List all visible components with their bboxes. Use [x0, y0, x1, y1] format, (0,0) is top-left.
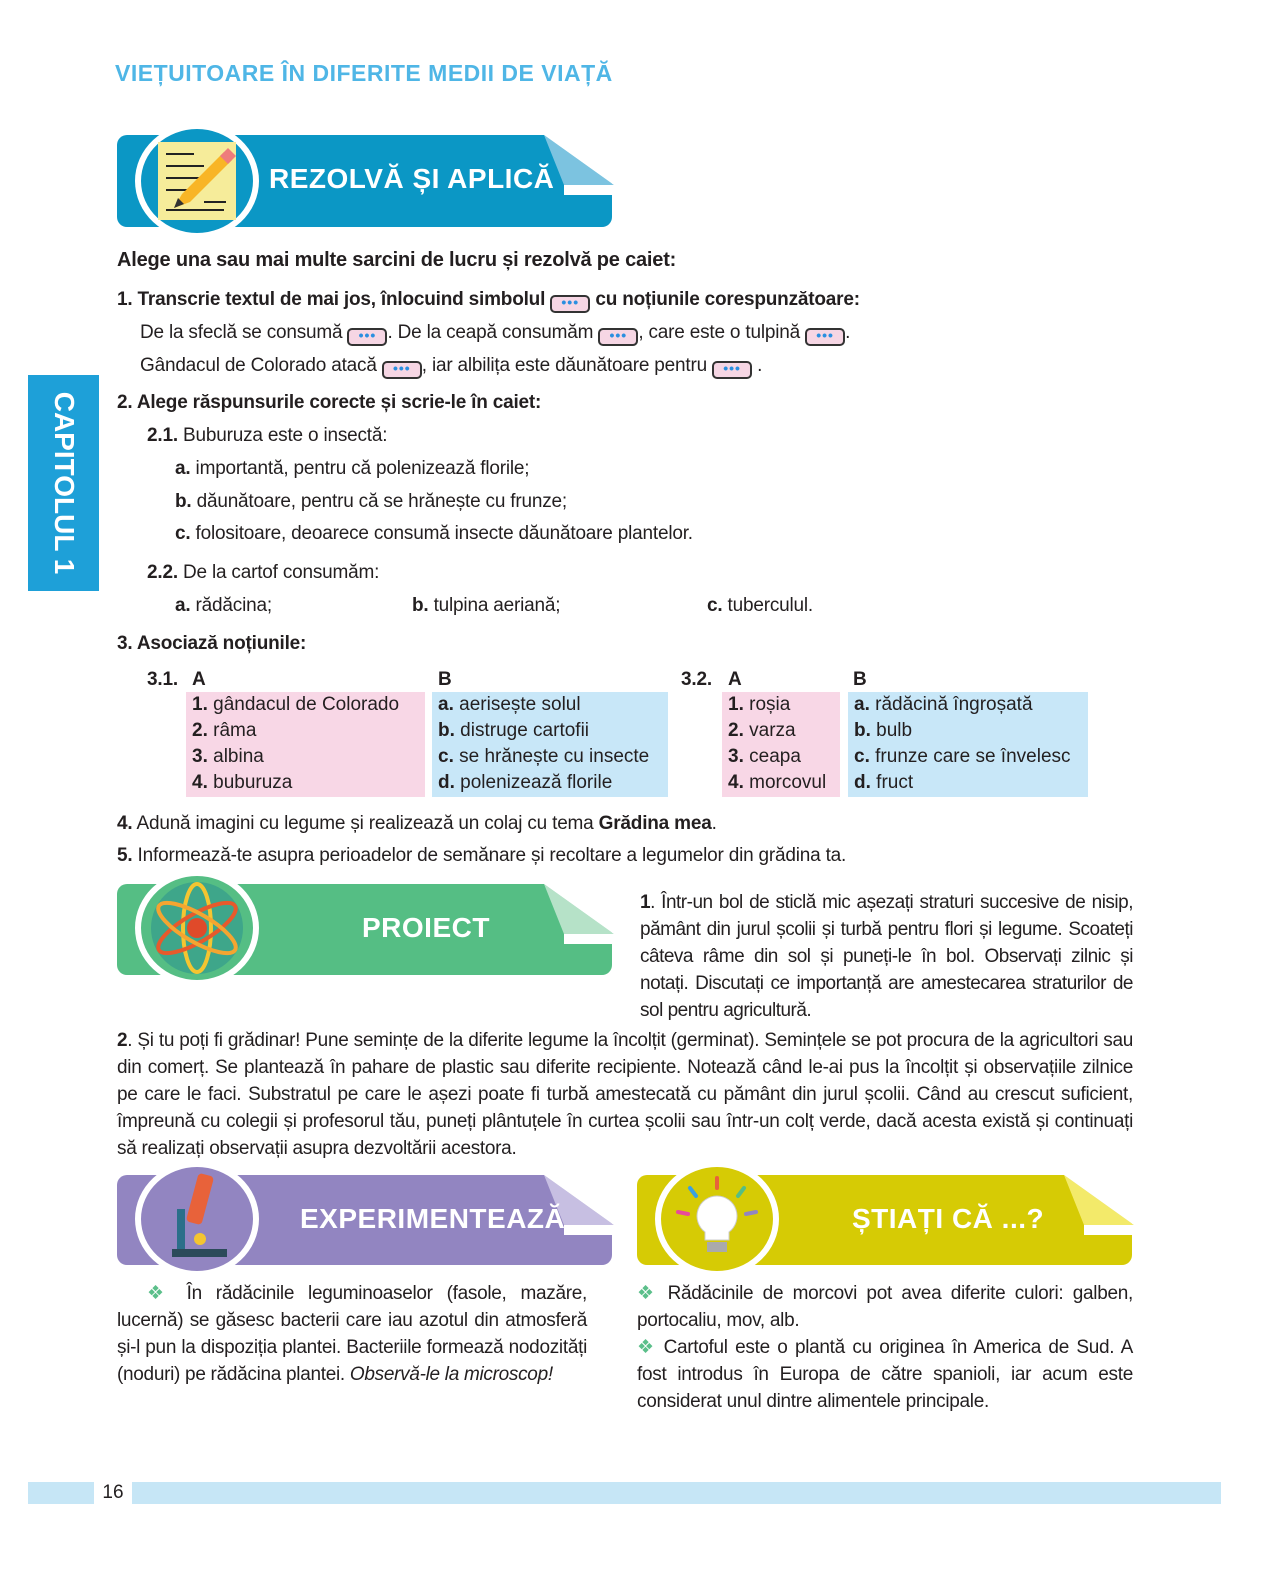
item-num: 3.: [728, 746, 744, 767]
opt-letter: a.: [175, 595, 191, 616]
q-num: 2.1.: [147, 425, 178, 446]
stiati-p2: [637, 1334, 1133, 1415]
q21: [147, 423, 387, 449]
item-text: polenizează florile: [460, 772, 613, 793]
task2-title: 2. Alege răspunsurile corecte și scrie-le în caiet:: [117, 392, 542, 413]
t32-colA: A: [728, 669, 742, 690]
experiment-text: [117, 1280, 587, 1388]
item-num: 4.: [192, 772, 208, 793]
diamond-bullet-icon: ❖: [637, 1283, 659, 1304]
text: Informează-te asupra perioadelor de semănare și recoltare a legumelor din grădina ta.: [137, 845, 847, 866]
item-num: 3.: [192, 746, 208, 767]
option: [175, 521, 693, 547]
item-text: rădăcină îngroșată: [875, 694, 1033, 715]
item-num: d.: [438, 772, 455, 793]
page-header: VIEȚUITOARE ÎN DIFERITE MEDII DE VIAȚĂ: [115, 60, 613, 86]
blank-symbol-icon: •••: [347, 328, 387, 346]
table-row: [848, 718, 912, 744]
item-num: d.: [854, 772, 871, 793]
table-row: [186, 770, 292, 796]
notepad-pencil-icon: [135, 123, 259, 239]
stiati-p1: [637, 1280, 1133, 1334]
stiati-banner: [637, 1175, 1132, 1265]
text: . Și tu poți fi grădinar! Pune semințe de la diferite legume la încolțit (germinat). Semințele se pot procura de la agricultori sau din comerț. Se plantează în pahare de plastic sau diferite recipiente. Notează când le-ai pus la încolțit și observațiile zilnice pe care le faci. Substratul pe care le așezi poate fi turbă amestecată cu pământ din jurul școlii. Când au crescut suficient, împreună cu colegii și profesorul tău, puneți plântuțele în curtea școlii sau într-un colț verde, dacă acesta există și continuați să realizați observații asupra dezvoltării acestora.: [117, 1030, 1133, 1159]
num: 1: [640, 892, 651, 913]
table-row: [848, 770, 913, 796]
blank-symbol-icon: •••: [550, 295, 590, 313]
diamond-bullet-icon: ❖: [147, 1283, 173, 1304]
text: Rădăcinile de morcovi pot avea diferite culori: galben, portocaliu, mov, alb.: [637, 1283, 1133, 1331]
footer-bar: [28, 1482, 1221, 1504]
option: [707, 593, 813, 619]
proiect-task2: [117, 1027, 1133, 1162]
q22: [147, 560, 379, 586]
proiect-task1: [640, 889, 1133, 1024]
lightbulb-icon: [655, 1161, 779, 1277]
table-row: [186, 692, 399, 718]
t31-colA: A: [192, 669, 206, 690]
text: Adună imagini cu legume și realizează un colaj cu tema: [136, 813, 594, 834]
proiect-title: PROIECT: [362, 912, 490, 943]
text: Gândacul de Colorado atacă: [140, 355, 377, 376]
item-text: se hrănește cu insecte: [459, 746, 650, 767]
italic-text: Observă-le la microscop!: [349, 1364, 553, 1385]
option: [412, 593, 560, 619]
option: [175, 456, 529, 482]
opt-letter: c.: [175, 523, 191, 544]
table-row: [186, 744, 264, 770]
table-row: [722, 718, 796, 744]
task5: [117, 843, 846, 869]
item-text: roșia: [749, 694, 791, 715]
q-num: 2.2.: [147, 562, 178, 583]
text: Cartoful este o plantă cu originea în America de Sud. A fost introdus în Europa de către spanioli, iar acum este considerat unul dintre alimentele principale.: [637, 1337, 1134, 1412]
q-text: Buburuza este o insectă:: [183, 425, 388, 446]
table-row: [432, 744, 649, 770]
opt-text: rădăcina;: [195, 595, 272, 616]
blank-symbol-icon: •••: [805, 328, 845, 346]
option: [175, 593, 272, 619]
opt-letter: b.: [412, 595, 429, 616]
item-num: a.: [854, 694, 870, 715]
num: 5.: [117, 845, 133, 866]
rezolva-banner: [117, 135, 612, 227]
page-fold-icon: [544, 884, 614, 944]
text: .: [711, 813, 717, 834]
text: . Într-un bol de sticlă mic așezați straturi succesive de nisip, pământ din jurul școlii și turbă pentru flori și legume. Scoateți câteva râme din sol și puneți-le în bol. Observați zilnic și notați. Discutați ce importanță are amestecarea straturilor de sol pentru agricultură.: [640, 892, 1133, 1021]
table-row: [848, 744, 1071, 770]
item-num: b.: [438, 720, 455, 741]
chapter-tab: [28, 375, 99, 591]
q-text: De la cartof consumăm:: [183, 562, 380, 583]
item-num: c.: [854, 746, 870, 767]
item-text: distruge cartofii: [460, 720, 590, 741]
item-text: morcovul: [749, 772, 827, 793]
opt-text: tulpina aeriană;: [433, 595, 561, 616]
intro-text: Alege una sau mai multe sarcini de lucru și rezolvă pe caiet:: [117, 249, 677, 271]
num: 2: [117, 1030, 128, 1051]
table-row: [722, 744, 801, 770]
task1-title: [117, 287, 860, 313]
text: , care este o tulpină: [638, 322, 800, 343]
blank-symbol-icon: •••: [598, 328, 638, 346]
text: .: [757, 355, 763, 376]
page-fold-icon: [544, 135, 614, 195]
task1-line2: [140, 353, 762, 379]
item-text: albina: [213, 746, 264, 767]
item-text: varza: [749, 720, 796, 741]
table-row: [722, 692, 790, 718]
item-num: c.: [438, 746, 454, 767]
stiati-title: ȘTIAȚI CĂ ...?: [852, 1203, 1045, 1234]
item-num: b.: [854, 720, 871, 741]
opt-text: importantă, pentru că polenizează florile;: [195, 458, 530, 479]
t31-num: 3.1.: [147, 669, 178, 690]
item-num: 2.: [728, 720, 744, 741]
item-text: gândacul de Colorado: [213, 694, 400, 715]
opt-letter: b.: [175, 491, 192, 512]
item-num: 4.: [728, 772, 744, 793]
task3-title: 3. Asociază noțiunile:: [117, 633, 307, 654]
opt-text: dăunătoare, pentru că se hrănește cu frunze;: [196, 491, 567, 512]
item-text: aerisește solul: [459, 694, 581, 715]
item-num: 2.: [192, 720, 208, 741]
chapter-label: CAPITOLUL 1: [48, 391, 80, 575]
page-number: 16: [94, 1478, 132, 1508]
task4: [117, 811, 717, 837]
text: . De la ceapă consumăm: [387, 322, 594, 343]
blank-symbol-icon: •••: [712, 361, 752, 379]
table-row: [848, 692, 1033, 718]
opt-text: tuberculul.: [727, 595, 814, 616]
rezolva-title: REZOLVĂ ȘI APLICĂ: [269, 163, 555, 194]
item-text: bulb: [876, 720, 913, 741]
opt-letter: c.: [707, 595, 723, 616]
item-text: fruct: [876, 772, 914, 793]
task1-title-b: cu noțiunile corespunzătoare:: [595, 289, 860, 310]
item-text: buburuza: [213, 772, 293, 793]
text: În rădăcinile leguminoaselor (fasole, mazăre, lucernă) se găsesc bacterii care iau azotul din atmosferă și-l pun la dispoziția plantei. Bacteriile formează nodozități (noduri) pe rădăcina plantei.: [117, 1283, 587, 1385]
atom-icon: [135, 870, 259, 986]
page-fold-icon: [1064, 1175, 1134, 1235]
proiect-banner: [117, 884, 612, 975]
diamond-bullet-icon: ❖: [637, 1337, 657, 1358]
item-text: ceapa: [749, 746, 801, 767]
item-text: frunze care se învelesc: [875, 746, 1071, 767]
text: , iar albilița este dăunătoare pentru: [421, 355, 707, 376]
item-text: râma: [213, 720, 257, 741]
t31-colB: B: [438, 669, 452, 690]
table-row: [432, 692, 581, 718]
bold: Grădina mea: [598, 813, 712, 834]
text: .: [845, 322, 851, 343]
task1-title-a: 1. Transcrie textul de mai jos, înlocuind simbolul: [117, 289, 546, 310]
option: [175, 489, 567, 515]
t32-colB: B: [853, 669, 867, 690]
opt-text: folositoare, deoarece consumă insecte dăunătoare plantelor.: [195, 523, 693, 544]
num: 4.: [117, 813, 133, 834]
task1-line1: [140, 320, 850, 346]
item-num: a.: [438, 694, 454, 715]
experimenteaza-title: EXPERIMENTEAZĂ: [300, 1203, 566, 1234]
table-row: [722, 770, 826, 796]
experimenteaza-banner: [117, 1175, 612, 1265]
opt-letter: a.: [175, 458, 191, 479]
item-num: 1.: [728, 694, 744, 715]
microscope-icon: [135, 1161, 259, 1277]
item-num: 1.: [192, 694, 208, 715]
t32-num: 3.2.: [681, 669, 712, 690]
blank-symbol-icon: •••: [382, 361, 422, 379]
table-row: [186, 718, 256, 744]
table-row: [432, 718, 589, 744]
table-row: [432, 770, 612, 796]
text: De la sfeclă se consumă: [140, 322, 343, 343]
